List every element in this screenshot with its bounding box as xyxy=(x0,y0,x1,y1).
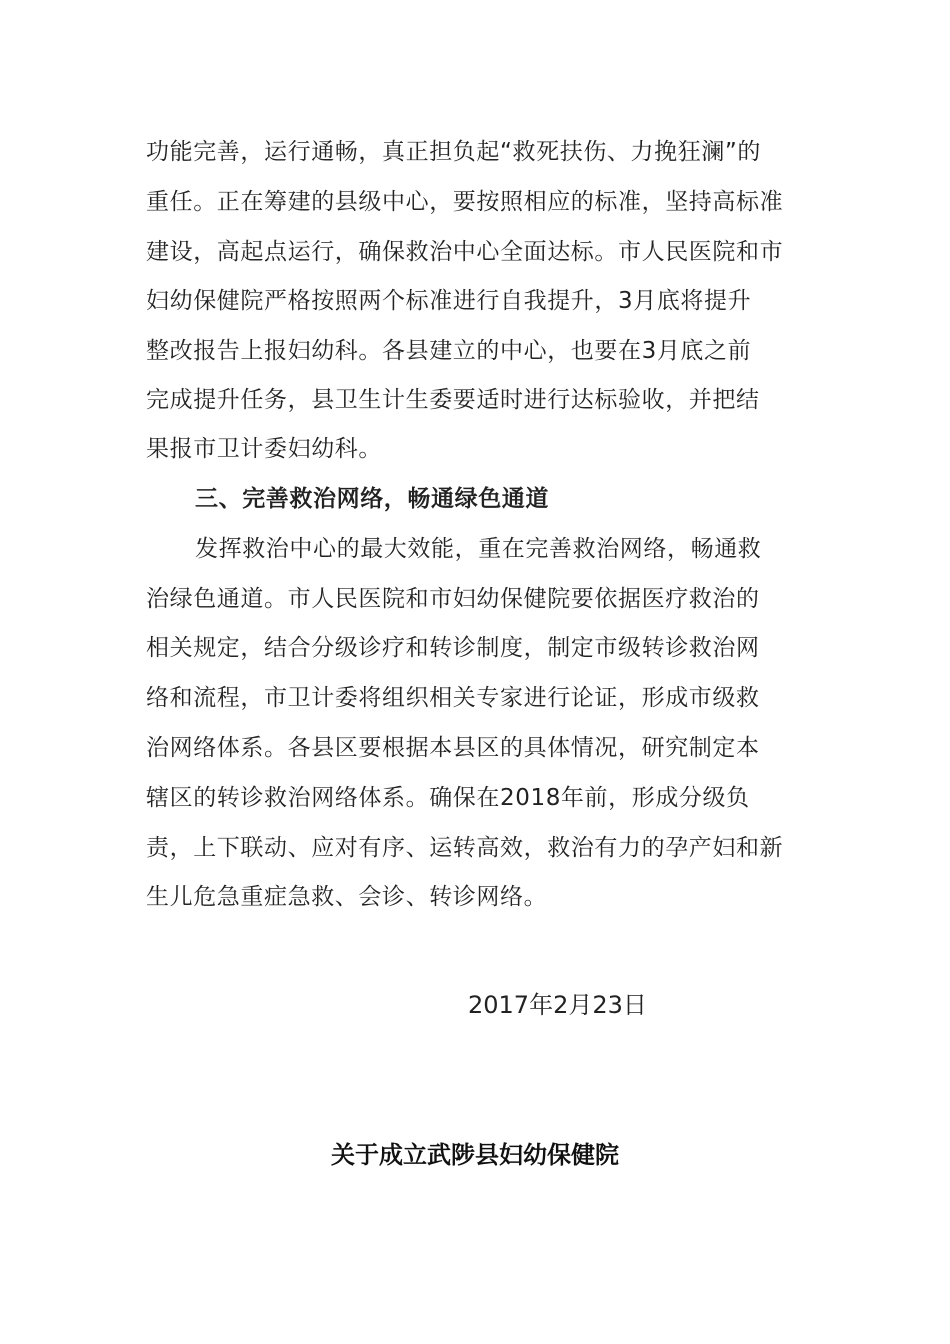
paragraph-line: 完成提升任务，县卫生计生委要适时进行达标验收，并把结 xyxy=(146,387,760,413)
next-document-title: 关于成立武陟县妇幼保健院 xyxy=(331,1141,619,1169)
paragraph-line: 发挥救治中心的最大效能，重在完善救治网络，畅通救 xyxy=(195,536,762,562)
paragraph-line: 功能完善，运行通畅，真正担负起“救死扶伤、力挽狂澜”的 xyxy=(146,139,762,165)
paragraph-line: 重任。正在筹建的县级中心，要按照相应的标准，坚持高标准 xyxy=(146,189,784,215)
paragraph-line: 生儿危急重症急救、会诊、转诊网络。 xyxy=(146,884,548,910)
section-heading: 三、完善救治网络，畅通绿色通道 xyxy=(195,486,549,512)
paragraph-line: 责，上下联动、应对有序、运转高效，救治有力的孕产妇和新 xyxy=(146,835,784,861)
paragraph-line: 相关规定，结合分级诊疗和转诊制度，制定市级转诊救治网 xyxy=(146,635,760,661)
paragraph-line: 络和流程，市卫计委将组织相关专家进行论证，形成市级救 xyxy=(146,685,760,711)
paragraph-line: 整改报告上报妇幼科。各县建立的中心，也要在3月底之前 xyxy=(146,338,752,364)
paragraph-line: 治网络体系。各县区要根据本县区的具体情况，研究制定本 xyxy=(146,735,760,761)
paragraph-line: 治绿色通道。市人民医院和市妇幼保健院要依据医疗救治的 xyxy=(146,586,760,612)
paragraph-line: 辖区的转诊救治网络体系。确保在2018年前，形成分级负 xyxy=(146,785,750,811)
paragraph-line: 果报市卫计委妇幼科。 xyxy=(146,436,382,462)
paragraph-line: 建设，高起点运行，确保救治中心全面达标。市人民医院和市 xyxy=(146,239,784,265)
paragraph-line: 妇幼保健院严格按照两个标准进行自我提升，3月底将提升 xyxy=(146,288,752,314)
document-date: 2017年2月23日 xyxy=(468,991,647,1019)
